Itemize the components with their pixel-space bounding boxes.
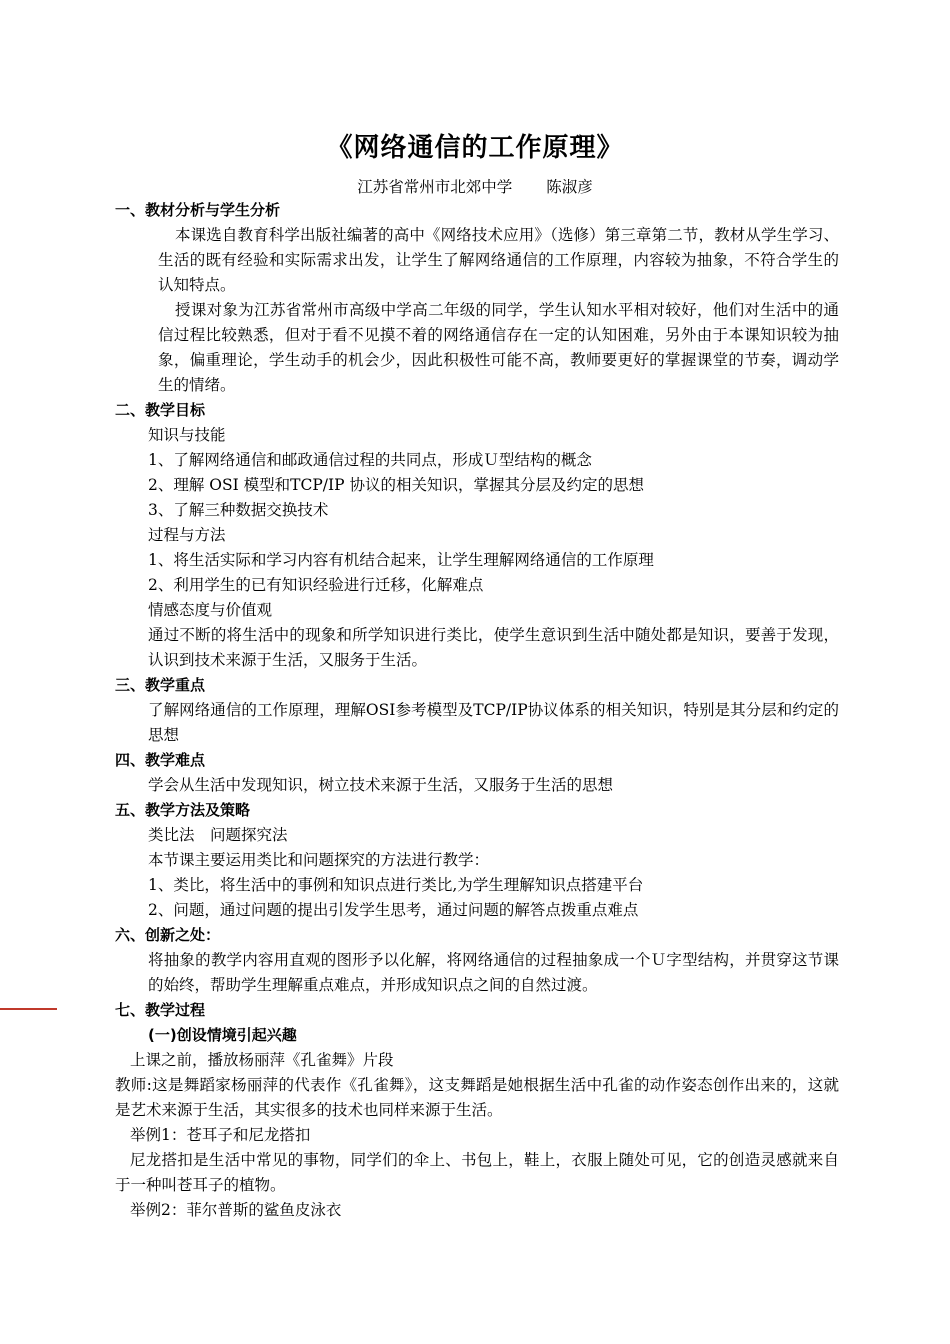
innovation-text: 将抽象的教学内容用直观的图形予以化解，将网络通信的过程抽象成一个Ｕ字型结构，并贯穿这节课的始终，帮助学生理解重点难点，并形成知识点之间的自然过渡。 [148, 951, 839, 994]
goal-item: 1、将生活实际和学习内容有机结合起来，让学生理解网络通信的工作原理 [148, 551, 654, 569]
methods-list: 类比法 问题探究法 [148, 826, 288, 844]
methods-intro: 本节课主要运用类比和问题探究的方法进行教学： [148, 851, 490, 869]
key-points-text: 了解网络通信的工作原理，理解OSI参考模型及TCP/IP协议体系的相关知识，特别是其分层和约定的思想 [148, 701, 839, 744]
difficulty-text: 学会从生活中发现知识，树立技术来源于生活，又服务于生活的思想 [148, 776, 614, 794]
goal-emotion-text: 通过不断的将生活中的现象和所学知识进行类比，使学生意识到生活中随处都是知识，要善于发现，认识到技术来源于生活，又服务于生活。 [148, 626, 839, 669]
goal-item: 2、利用学生的已有知识经验进行迁移，化解难点 [148, 576, 484, 594]
author-school: 江苏省常州市北郊中学 [357, 178, 513, 196]
paragraph-student-analysis: 授课对象为江苏省常州市高级中学高二年级的同学，学生认知水平相对较好，他们对生活中的通信过程比较熟悉，但对于看不见摸不着的网络通信存在一定的认知困难，另外由于本课知识较为抽象，偏重理论，学生动手的机会少，因此积极性可能不高，教师要更好的掌握课堂的节奏，调动学生的情绪。 [158, 301, 839, 394]
process-text: 尼龙搭扣是生活中常见的事物，同学们的伞上、书包上，鞋上，衣服上随处可见，它的创造灵感就来自于一种叫苍耳子的植物。 [115, 1151, 839, 1194]
section-heading-7: 七、教学过程 [115, 1001, 206, 1019]
goal-item: 3、了解三种数据交换技术 [148, 501, 329, 519]
goal-item: 2、理解 OSI 模型和TCP/IP 协议的相关知识，掌握其分层及约定的思想 [148, 476, 644, 494]
section-heading-5: 五、教学方法及策略 [115, 801, 251, 819]
document-title: 《网络通信的工作原理》 [326, 133, 624, 163]
goal-subheading-process: 过程与方法 [148, 526, 226, 544]
section-heading-1: 一、教材分析与学生分析 [115, 201, 281, 219]
author-line [0, 175, 950, 200]
goal-item: 1、了解网络通信和邮政通信过程的共同点，形成Ｕ型结构的概念 [148, 451, 592, 469]
process-example: 举例1：苍耳子和尼龙搭扣 [130, 1126, 311, 1144]
method-item: 1、类比，将生活中的事例和知识点进行类比,为学生理解知识点搭建平台 [148, 876, 644, 894]
process-subheading-1: (一)创设情境引起兴趣 [148, 1026, 297, 1044]
method-item: 2、问题，通过问题的提出引发学生思考，通过问题的解答点拨重点难点 [148, 901, 639, 919]
goal-subheading-emotion: 情感态度与价值观 [148, 601, 273, 619]
process-example: 举例2：菲尔普斯的鲨鱼皮泳衣 [130, 1201, 342, 1219]
margin-red-mark [0, 1008, 57, 1010]
author-name: 陈淑彦 [546, 178, 593, 196]
section-heading-6: 六、创新之处： [115, 926, 221, 944]
section-heading-2: 二、教学目标 [115, 401, 206, 419]
process-text: 上课之前，播放杨丽萍《孔雀舞》片段 [130, 1051, 394, 1069]
goal-subheading-knowledge: 知识与技能 [148, 426, 226, 444]
process-text: 教师:这是舞蹈家杨丽萍的代表作《孔雀舞》，这支舞蹈是她根据生活中孔雀的动作姿态创作出来的，这就是艺术来源于生活，其实很多的技术也同样来源于生活。 [115, 1076, 839, 1119]
section-heading-3: 三、教学重点 [115, 676, 206, 694]
paragraph-textbook-analysis: 本课选自教育科学出版社编著的高中《网络技术应用》（选修）第三章第二节，教材从学生学习、生活的既有经验和实际需求出发，让学生了解网络通信的工作原理，内容较为抽象，不符合学生的认知特点。 [158, 226, 839, 294]
section-heading-4: 四、教学难点 [115, 751, 206, 769]
document-body [115, 198, 839, 1223]
